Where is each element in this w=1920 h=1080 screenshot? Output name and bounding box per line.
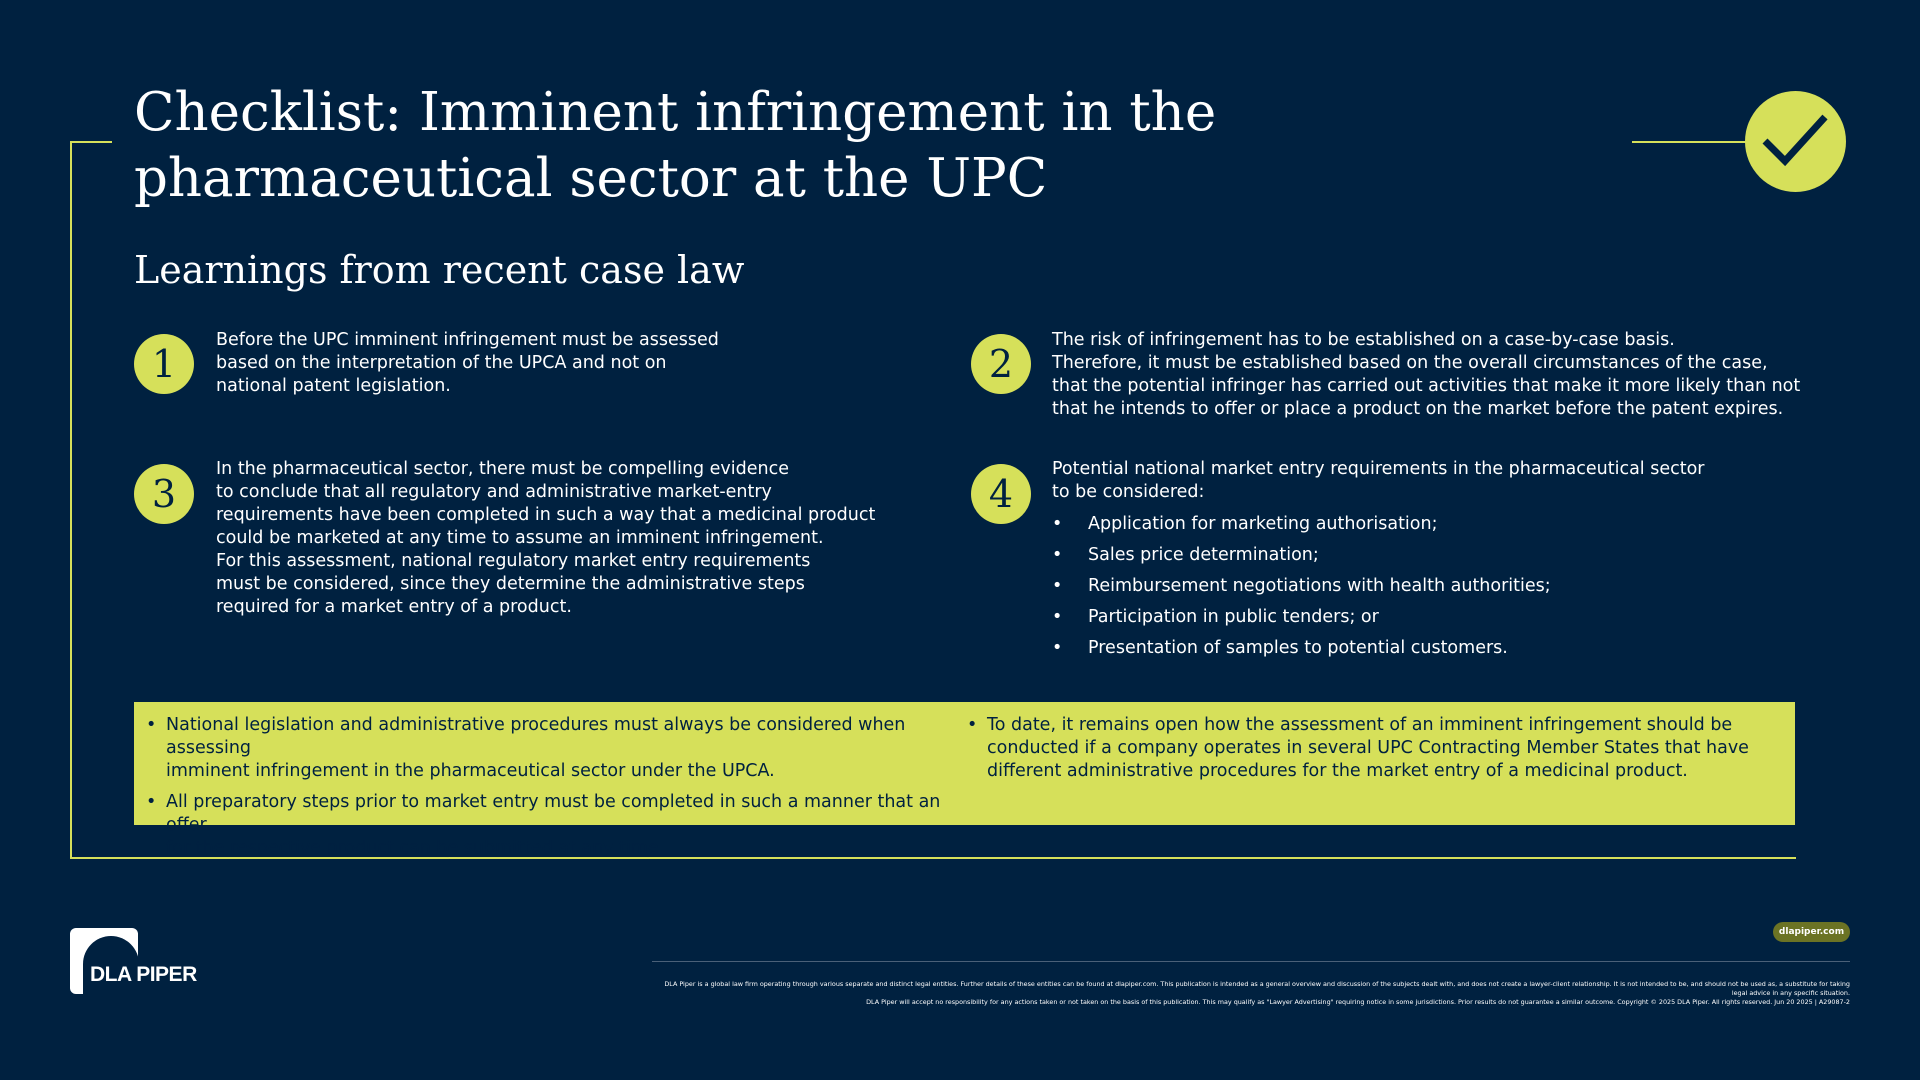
bullet-icon: •	[1052, 638, 1063, 658]
summary-item: • All preparatory steps prior to market entry must be completed in such a manner that an offer for the respective product can be submitted at any time.	[146, 792, 941, 858]
bullet-icon: •	[1052, 607, 1063, 627]
legal-disclaimer: DLA Piper is a global law firm operating through various separate and distinct legal entities. Further details of these entities can be found at dlapiper.com. This publication is intended as a general overview and discussion of the subjects dealt with, and does not create a lawyer-client relationship. It is not intended to be, and should not be used as, a substitute for taking legal advice in any specific situation. DLA Piper will accept no responsibility for any actions taken or not taken on the basis of this publication. This may qualify as "Lawyer Advertising" requiring notice in some jurisdictions. Prior results do not guarantee a similar outcome. Copyright © 2025 DLA Piper. All rights reserved. Jun 20 2025 | A29087-2	[664, 980, 1850, 1006]
bullet-icon: •	[967, 715, 978, 735]
list-item: • Presentation of samples to potential customers.	[1052, 633, 1752, 664]
summary-right-list	[955, 714, 1785, 791]
checkmark-connector-line	[1632, 141, 1746, 143]
website-link[interactable]: dlapiper.com	[1773, 922, 1850, 942]
page-subtitle: Learnings from recent case law	[134, 248, 745, 292]
market-entry-requirements-list	[1052, 509, 1752, 664]
list-item: • Sales price determination;	[1052, 540, 1752, 571]
item-number-2: 2	[971, 334, 1031, 394]
summary-item: • National legislation and administrative procedures must always be considered when assessing imminent infringement in the pharmaceutical sector under the UPCA.	[146, 715, 906, 781]
footer-divider	[652, 961, 1850, 962]
item-text-3: In the pharmaceutical sector, there must be compelling evidence to conclude that all regulatory and administrative market-entry requirements have been completed in such a way that a medicinal product could be marketed at any time to assume an imminent infringement. For this assessment, national regulatory market entry requirements must be considered, since they determine the administrative steps required for a market entry of a product.	[216, 459, 876, 617]
check-icon	[1745, 91, 1846, 192]
item-number-3: 3	[134, 464, 194, 524]
list-item: • Participation in public tenders; or	[1052, 602, 1752, 633]
item-text-1: Before the UPC imminent infringement must be assessed based on the interpretation of the UPCA and not on national patent legislation.	[216, 330, 719, 396]
frame-top-line	[70, 141, 112, 143]
summary-box	[134, 702, 1795, 858]
item-text-4: Potential national market entry requirements in the pharmaceutical sector to be considered:	[1052, 459, 1705, 502]
bullet-icon: •	[1052, 545, 1063, 565]
bullet-icon: •	[146, 715, 157, 735]
page-title: Checklist: Imminent infringement in the pharmaceutical sector at the UPC	[134, 82, 1217, 209]
logo-text: DLA PIPER	[90, 963, 197, 986]
summary-item: • To date, it remains open how the assessment of an imminent infringement should be conducted if a company operates in several UPC Contracting Member States that have different administrative procedures for the market entry of a medicinal product.	[967, 715, 1749, 781]
bullet-icon: •	[1052, 576, 1063, 596]
frame-left-line	[70, 141, 72, 859]
bullet-icon: •	[146, 792, 157, 812]
list-item: • Reimbursement negotiations with health authorities;	[1052, 571, 1752, 602]
item-number-4: 4	[971, 464, 1031, 524]
bullet-icon: •	[1052, 514, 1063, 534]
item-text-2: The risk of infringement has to be established on a case-by-case basis. Therefore, it must be established based on the overall circumstances of the case, that the potential infringer has carried out activities that make it more likely than not that he intends to offer or place a product on the market before the patent expires.	[1052, 330, 1801, 419]
summary-left-list	[134, 714, 964, 868]
item-number-1: 1	[134, 334, 194, 394]
list-item: • Application for marketing authorisation;	[1052, 509, 1752, 540]
